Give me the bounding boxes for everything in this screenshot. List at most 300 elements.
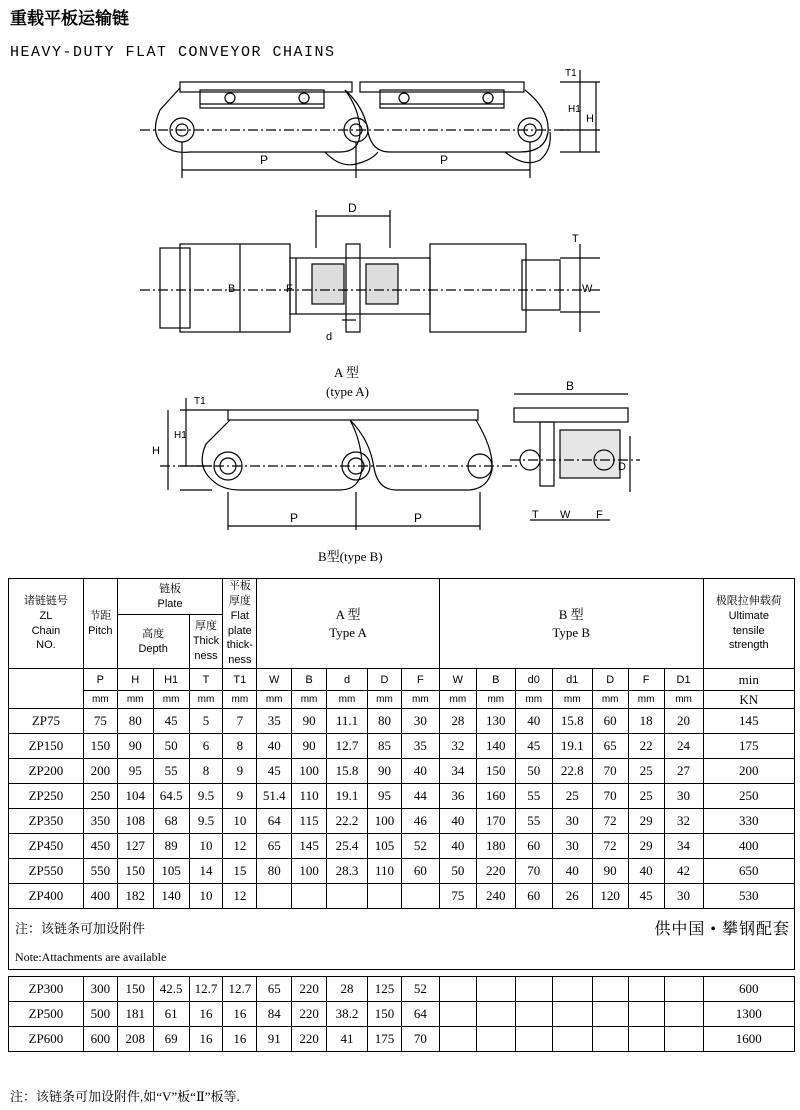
value-cell: 41 [327,1027,368,1052]
value-cell: 32 [439,734,476,759]
value-cell: 500 [83,1002,117,1027]
value-cell: 150 [117,977,153,1002]
value-cell: 350 [83,809,117,834]
value-cell: 50 [153,734,189,759]
symbol-cell: P [83,669,117,691]
value-cell: 115 [292,809,327,834]
value-cell: 80 [117,709,153,734]
unit-cell: mm [592,691,628,709]
value-cell: 30 [664,884,703,909]
value-cell: 45 [153,709,189,734]
value-cell: 40 [439,809,476,834]
chain-no-cell: ZP75 [9,709,84,734]
value-cell: 42 [664,859,703,884]
chain-no-cell: ZP500 [9,1002,84,1027]
value-cell: 15 [223,859,257,884]
header-flat-plate: 平板 厚度 Flat plate thick- ness [223,579,257,669]
value-cell [552,1002,592,1027]
label-t-b: T [532,509,539,521]
value-cell: 69 [153,1027,189,1052]
label-w: W [582,283,593,295]
value-cell: 46 [401,809,439,834]
value-cell: 650 [703,859,794,884]
value-cell [628,1027,664,1052]
unit-cell: mm [223,691,257,709]
value-cell [515,1027,552,1052]
value-cell: 208 [117,1027,153,1052]
value-cell [476,977,515,1002]
value-cell: 110 [292,784,327,809]
value-cell: 150 [83,734,117,759]
label-h1-b: H1 [174,430,187,441]
value-cell [628,1002,664,1027]
symbol-cell: d [327,669,368,691]
table-row [9,759,795,784]
value-cell: 12.7 [327,734,368,759]
label-d-lower: d [326,331,333,343]
unit-cell: mm [664,691,703,709]
value-cell: 52 [401,834,439,859]
value-cell: 400 [703,834,794,859]
value-cell: 90 [368,759,402,784]
value-cell: 14 [189,859,223,884]
value-cell: 300 [83,977,117,1002]
value-cell [552,977,592,1002]
value-cell: 35 [401,734,439,759]
value-cell [439,1027,476,1052]
value-cell: 1300 [703,1002,794,1027]
value-cell: 52 [401,977,439,1002]
table-row [9,709,795,734]
value-cell [664,1002,703,1027]
unit-cell: mm [476,691,515,709]
value-cell: 75 [83,709,117,734]
table-row [9,809,795,834]
value-cell: 84 [257,1002,292,1027]
table-row [9,977,795,1002]
value-cell: 104 [117,784,153,809]
label-d-upper: D [348,201,357,215]
header-chain-no: 诸链链号 ZL Chain NO. [9,579,84,669]
value-cell: 45 [628,884,664,909]
value-cell: 220 [292,977,327,1002]
value-cell: 30 [552,809,592,834]
table-row [9,784,795,809]
spec-table [8,578,795,1052]
value-cell: 110 [368,859,402,884]
value-cell: 125 [368,977,402,1002]
value-cell: 175 [368,1027,402,1052]
value-cell [664,977,703,1002]
chain-no-cell: ZP250 [9,784,84,809]
value-cell: 9 [223,784,257,809]
row-gap [9,970,795,977]
value-cell: 25 [552,784,592,809]
value-cell: 24 [664,734,703,759]
value-cell: 10 [223,809,257,834]
value-cell: 220 [292,1002,327,1027]
value-cell: 40 [515,709,552,734]
value-cell: 27 [664,759,703,784]
table-row [9,734,795,759]
label-p-b-left: P [290,511,299,525]
value-cell [476,1027,515,1052]
value-cell: 12 [223,834,257,859]
chain-no-cell: ZP150 [9,734,84,759]
unit-cell: mm [439,691,476,709]
value-cell: 182 [117,884,153,909]
value-cell: 60 [515,884,552,909]
label-t1: T1 [565,68,577,79]
value-cell: 25.4 [327,834,368,859]
value-cell: 45 [515,734,552,759]
header-pitch: 节距 Pitch [83,579,117,669]
header-thickness: 厚度 Thick ness [189,615,223,669]
value-cell: 19.1 [552,734,592,759]
value-cell: 60 [401,859,439,884]
value-cell: 65 [257,977,292,1002]
value-cell: 85 [368,734,402,759]
value-cell: 64 [401,1002,439,1027]
unit-cell: mm [257,691,292,709]
value-cell [592,977,628,1002]
table-row [9,859,795,884]
value-cell: 12.7 [189,977,223,1002]
unit-cell: KN [703,691,794,709]
value-cell: 170 [476,809,515,834]
value-cell: 65 [592,734,628,759]
unit-cell: mm [117,691,153,709]
value-cell [515,977,552,1002]
value-cell: 330 [703,809,794,834]
note-cn: 注：该链条可加设附件 [15,920,146,936]
value-cell: 400 [83,884,117,909]
unit-cell: mm [292,691,327,709]
chain-no-cell: ZP200 [9,759,84,784]
value-cell: 181 [117,1002,153,1027]
value-cell: 90 [292,734,327,759]
label-f: F [286,283,293,295]
header-blank [9,669,84,709]
symbol-cell: H [117,669,153,691]
header-plate: 链板 Plate [117,579,223,615]
value-cell [628,977,664,1002]
label-p-b-right: P [414,511,423,525]
unit-cell: mm [515,691,552,709]
value-cell: 51.4 [257,784,292,809]
chain-no-cell: ZP400 [9,884,84,909]
symbol-cell: W [257,669,292,691]
value-cell [257,884,292,909]
value-cell: 180 [476,834,515,859]
value-cell: 40 [628,859,664,884]
symbol-cell: D1 [664,669,703,691]
value-cell: 28 [327,977,368,1002]
value-cell: 68 [153,809,189,834]
value-cell: 250 [83,784,117,809]
symbol-cell: W [439,669,476,691]
label-d-b: D [618,461,626,473]
value-cell: 65 [257,834,292,859]
type-b-drawing [0,380,800,540]
value-cell: 50 [515,759,552,784]
value-cell: 120 [592,884,628,909]
value-cell: 160 [476,784,515,809]
value-cell: 10 [189,834,223,859]
value-cell [515,1002,552,1027]
table-row [9,834,795,859]
value-cell: 75 [439,884,476,909]
value-cell: 140 [476,734,515,759]
label-p-left: P [260,153,269,167]
value-cell: 600 [83,1027,117,1052]
value-cell: 30 [401,709,439,734]
symbol-cell: H1 [153,669,189,691]
table-row [9,884,795,909]
symbol-cell: F [401,669,439,691]
value-cell: 22.2 [327,809,368,834]
chain-no-cell: ZP600 [9,1027,84,1052]
value-cell: 70 [592,784,628,809]
value-cell: 16 [223,1002,257,1027]
value-cell: 34 [664,834,703,859]
symbol-cell: d1 [552,669,592,691]
value-cell: 108 [117,809,153,834]
symbol-cell: min [703,669,794,691]
value-cell: 28.3 [327,859,368,884]
caption-type-b: B型(type B) [318,549,383,564]
value-cell: 38.2 [327,1002,368,1027]
value-cell: 150 [476,759,515,784]
value-cell: 5 [189,709,223,734]
symbol-cell: D [368,669,402,691]
value-cell: 40 [257,734,292,759]
value-cell: 105 [153,859,189,884]
note-en: Note:Attachments are available [9,945,795,970]
unit-cell: mm [368,691,402,709]
header-depth: 高度 Depth [117,615,189,669]
chain-no-cell: ZP550 [9,859,84,884]
value-cell: 30 [552,834,592,859]
page-title-cn: 重载平板运输链 [10,9,129,29]
value-cell: 95 [117,759,153,784]
value-cell: 40 [439,834,476,859]
value-cell: 34 [439,759,476,784]
value-cell [664,1027,703,1052]
plan-view-drawing [0,200,800,360]
symbol-cell: T [189,669,223,691]
unit-cell: mm [153,691,189,709]
unit-cell: mm [83,691,117,709]
value-cell: 250 [703,784,794,809]
symbol-cell: T1 [223,669,257,691]
value-cell: 130 [476,709,515,734]
value-cell: 145 [703,709,794,734]
label-b-b: B [566,380,575,393]
symbol-cell: B [476,669,515,691]
value-cell: 19.1 [327,784,368,809]
value-cell: 55 [515,809,552,834]
value-cell: 89 [153,834,189,859]
value-cell: 70 [401,1027,439,1052]
value-cell: 22.8 [552,759,592,784]
label-h-b: H [152,445,160,457]
value-cell: 70 [515,859,552,884]
label-h1: H1 [568,104,581,115]
value-cell: 90 [292,709,327,734]
value-cell: 200 [703,759,794,784]
unit-cell: mm [552,691,592,709]
unit-cell: mm [401,691,439,709]
value-cell: 50 [439,859,476,884]
chain-no-cell: ZP350 [9,809,84,834]
value-cell: 100 [292,859,327,884]
value-cell [401,884,439,909]
value-cell: 100 [368,809,402,834]
value-cell: 70 [592,759,628,784]
table-row [9,1002,795,1027]
value-cell: 61 [153,1002,189,1027]
value-cell: 450 [83,834,117,859]
value-cell: 55 [153,759,189,784]
value-cell: 127 [117,834,153,859]
value-cell: 29 [628,809,664,834]
value-cell: 10 [189,884,223,909]
value-cell [592,1002,628,1027]
value-cell [552,1027,592,1052]
value-cell [439,1002,476,1027]
value-cell: 90 [117,734,153,759]
value-cell: 16 [189,1002,223,1027]
value-cell [327,884,368,909]
value-cell [592,1027,628,1052]
value-cell: 60 [515,834,552,859]
chain-no-cell: ZP450 [9,834,84,859]
value-cell: 55 [515,784,552,809]
footer-note: 注：该链条可加设附件,如“V”板“Ⅱ”板等. [10,1089,240,1104]
side-view-drawing [0,60,800,200]
value-cell: 150 [117,859,153,884]
value-cell: 220 [292,1027,327,1052]
symbol-cell: d0 [515,669,552,691]
value-cell [368,884,402,909]
value-cell: 45 [257,759,292,784]
value-cell: 28 [439,709,476,734]
value-cell: 11.1 [327,709,368,734]
value-cell: 8 [223,734,257,759]
value-cell: 6 [189,734,223,759]
header-ultimate: 极限拉伸载荷 Ultimate tensile strength [703,579,794,669]
value-cell: 105 [368,834,402,859]
unit-cell: mm [327,691,368,709]
label-w-b: W [560,509,571,521]
value-cell: 25 [628,784,664,809]
table-row [9,1027,795,1052]
value-cell: 550 [83,859,117,884]
value-cell: 220 [476,859,515,884]
value-cell: 8 [189,759,223,784]
value-cell: 12.7 [223,977,257,1002]
value-cell: 12 [223,884,257,909]
value-cell: 18 [628,709,664,734]
header-type-b: B 型 Type B [439,579,703,669]
value-cell: 40 [401,759,439,784]
value-cell: 60 [592,709,628,734]
value-cell: 80 [368,709,402,734]
label-h: H [586,113,594,125]
value-cell: 91 [257,1027,292,1052]
value-cell [476,1002,515,1027]
value-cell: 95 [368,784,402,809]
symbol-cell: B [292,669,327,691]
value-cell: 26 [552,884,592,909]
label-p-right: P [440,153,449,167]
label-f-b: F [596,509,603,521]
value-cell: 30 [664,784,703,809]
value-cell: 9.5 [189,809,223,834]
supply-note: 供中国 • 攀钢配套 [654,920,790,938]
value-cell: 64.5 [153,784,189,809]
value-cell: 1600 [703,1027,794,1052]
caption-type-a-cn: A 型 [334,365,359,380]
value-cell [292,884,327,909]
value-cell: 35 [257,709,292,734]
value-cell: 16 [189,1027,223,1052]
value-cell: 530 [703,884,794,909]
value-cell: 200 [83,759,117,784]
caption-type-a-en: (type A) [326,384,369,399]
value-cell: 42.5 [153,977,189,1002]
value-cell: 175 [703,734,794,759]
value-cell: 145 [292,834,327,859]
value-cell: 64 [257,809,292,834]
value-cell: 100 [292,759,327,784]
value-cell: 32 [664,809,703,834]
value-cell: 20 [664,709,703,734]
value-cell: 600 [703,977,794,1002]
label-b: B [228,283,236,295]
value-cell: 150 [368,1002,402,1027]
value-cell: 15.8 [552,709,592,734]
value-cell: 140 [153,884,189,909]
value-cell [439,977,476,1002]
value-cell: 25 [628,759,664,784]
unit-cell: mm [628,691,664,709]
value-cell: 72 [592,809,628,834]
value-cell: 29 [628,834,664,859]
value-cell: 90 [592,859,628,884]
value-cell: 72 [592,834,628,859]
label-t: T [572,233,579,245]
label-t1-b: T1 [194,396,206,407]
value-cell: 15.8 [327,759,368,784]
unit-cell: mm [189,691,223,709]
page-title-en: HEAVY-DUTY FLAT CONVEYOR CHAINS [10,44,336,61]
value-cell: 7 [223,709,257,734]
value-cell: 80 [257,859,292,884]
value-cell: 9.5 [189,784,223,809]
value-cell: 22 [628,734,664,759]
value-cell: 9 [223,759,257,784]
value-cell: 36 [439,784,476,809]
value-cell: 44 [401,784,439,809]
value-cell: 16 [223,1027,257,1052]
note-row-cn [9,909,795,946]
value-cell: 40 [552,859,592,884]
symbol-cell: D [592,669,628,691]
value-cell: 240 [476,884,515,909]
chain-no-cell: ZP300 [9,977,84,1002]
